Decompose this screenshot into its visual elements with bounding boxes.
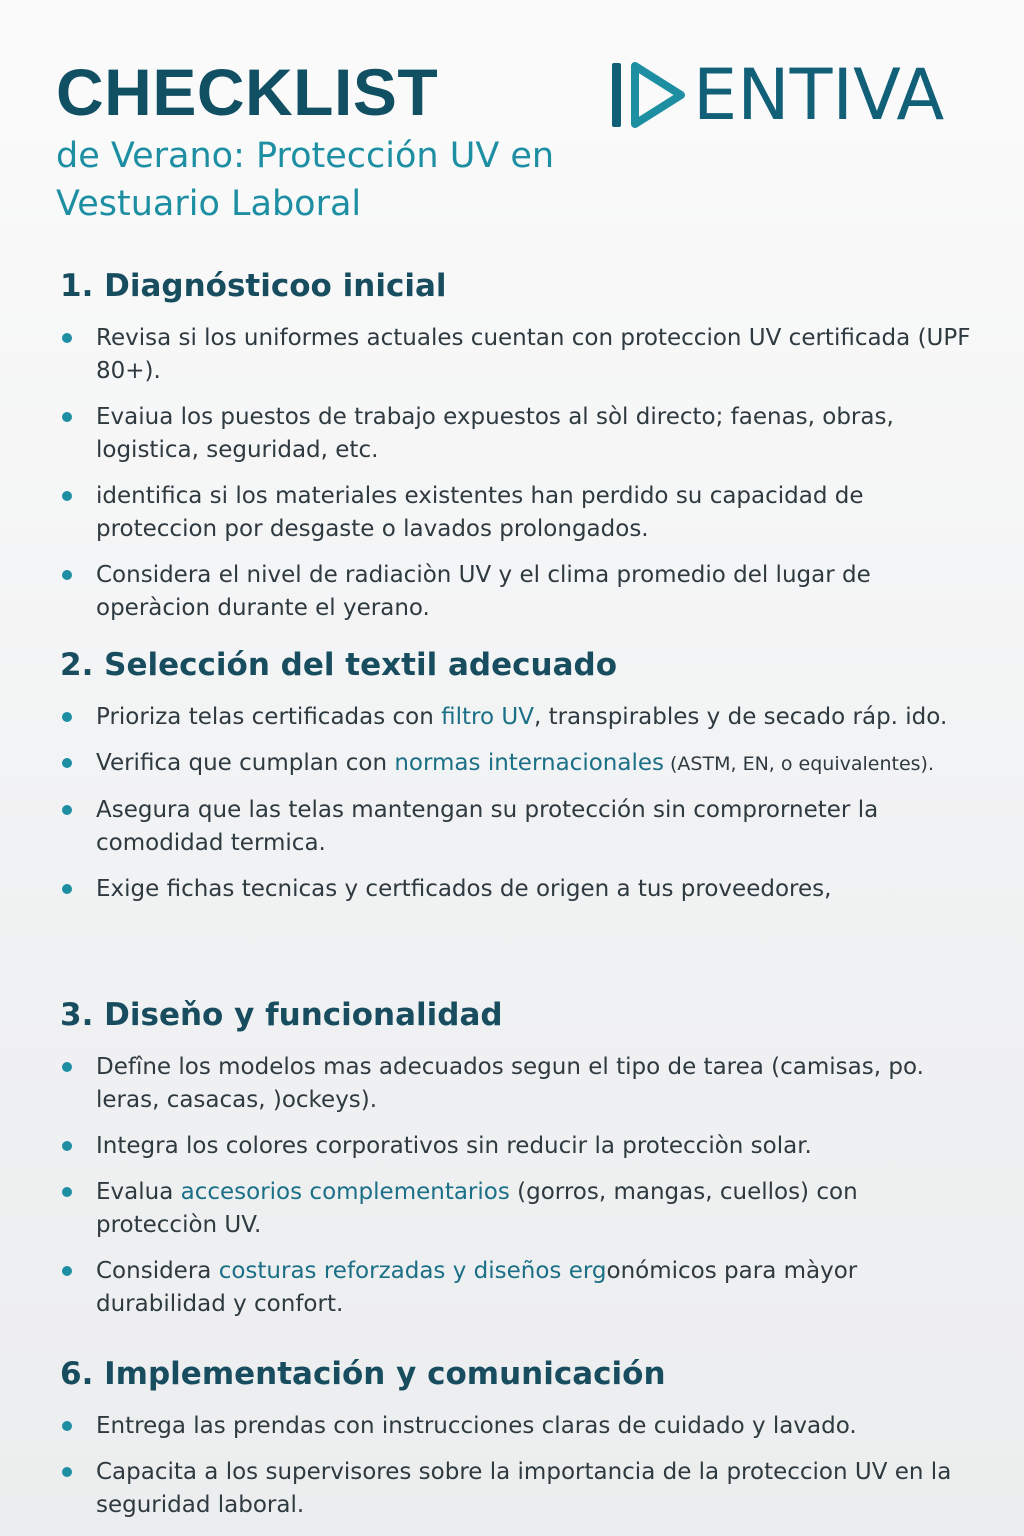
- bullet-icon: [62, 491, 72, 501]
- bullet-icon: [62, 412, 72, 422]
- bullet-icon: [62, 758, 72, 768]
- bullet-icon: [62, 1062, 72, 1072]
- checklist: [0, 701, 1024, 906]
- bullet-icon: [62, 1141, 72, 1151]
- page-title: CHECKLIST: [56, 55, 439, 129]
- section-textil: [0, 645, 1024, 919]
- section-implementacion: [0, 1354, 1024, 1535]
- logo-text: ENTIVA: [693, 54, 945, 136]
- list-item: Prioriza telas certificadas con filtro UV, transpirables y de secado ráp. ido.: [96, 701, 986, 734]
- section-title: 3. Diseňo y funcionalidad: [60, 997, 503, 1033]
- bullet-icon: [62, 1421, 72, 1431]
- list-item: identifica si los materiales existentes han perdido su capacidad de proteccion por desgaste o lavados prolongados.: [96, 480, 986, 546]
- list-item: Evaiua los puestos de trabajo expuestos al sòl directo; faenas, obras, logistica, seguridad, etc.: [96, 401, 986, 467]
- bullet-icon: [62, 1187, 72, 1197]
- bullet-icon: [62, 712, 72, 722]
- section-diseno: [0, 995, 1024, 1334]
- highlight-text: filtro UV: [441, 704, 534, 730]
- list-item: Exige fichas tecnicas y certficados de origen a tus proveedores,: [96, 873, 986, 906]
- list-item: Entrega las prendas con instrucciones claras de cuidado y lavado.: [96, 1410, 986, 1443]
- list-item: Revisa si los uniformes actuales cuentan con proteccion UV certificada (UPF 80+).: [96, 322, 986, 388]
- section-title: 1. Diagnósticoo inicial: [60, 268, 447, 304]
- highlight-text: normas internacionales: [394, 750, 664, 776]
- bullet-icon: [62, 805, 72, 815]
- bullet-icon: [62, 884, 72, 894]
- list-item: Verifica que cumplan con normas internacionales (ASTM, EN, o equivalentes).: [96, 747, 986, 781]
- list-item: Evalua accesorios complementarios (gorros, mangas, cuellos) con protecciòn UV.: [96, 1176, 986, 1242]
- list-item: Capacita a los supervisores sobre la importancia de la proteccion UV en la seguridad laboral.: [96, 1456, 986, 1522]
- bullet-icon: [62, 1266, 72, 1276]
- bullet-icon: [62, 1467, 72, 1477]
- list-item: Defîne los modelos mas adecuados segun el tipo de tarea (camisas, po. leras, casacas, )ockeys).: [96, 1051, 986, 1117]
- list-item: Asegura que las telas mantengan su protección sin comprorneter la comodidad termica.: [96, 794, 986, 860]
- bullet-icon: [62, 570, 72, 580]
- bullet-icon: [62, 333, 72, 343]
- section-diagnostico: [0, 266, 1024, 638]
- section-title: 2. Selección del textil adecuado: [60, 647, 618, 683]
- play-icon: [631, 62, 685, 128]
- list-item: Considera el nivel de radiaciòn UV y el clima promedio del lugar de operàcion durante el yerano.: [96, 559, 986, 625]
- list-item: Considera costuras reforzadas y diseños ergonómicos para màyor durabilidad y confort.: [96, 1255, 986, 1321]
- checklist: [0, 1051, 1024, 1321]
- section-title: 6. Implementación y comunicación: [60, 1356, 666, 1392]
- list-item: Integra los colores corporativos sin reducir la protecciòn solar.: [96, 1130, 986, 1163]
- logo-i-bar: [612, 63, 621, 127]
- checklist: [0, 322, 1024, 625]
- highlight-text: costuras reforzadas y diseños erg: [218, 1258, 607, 1284]
- checklist: [0, 1410, 1024, 1522]
- identiva-logo: [612, 54, 944, 136]
- highlight-text: accesorios complementarios: [180, 1179, 510, 1205]
- page-subtitle: de Verano: Protección UV en Vestuario Laboral: [56, 136, 555, 224]
